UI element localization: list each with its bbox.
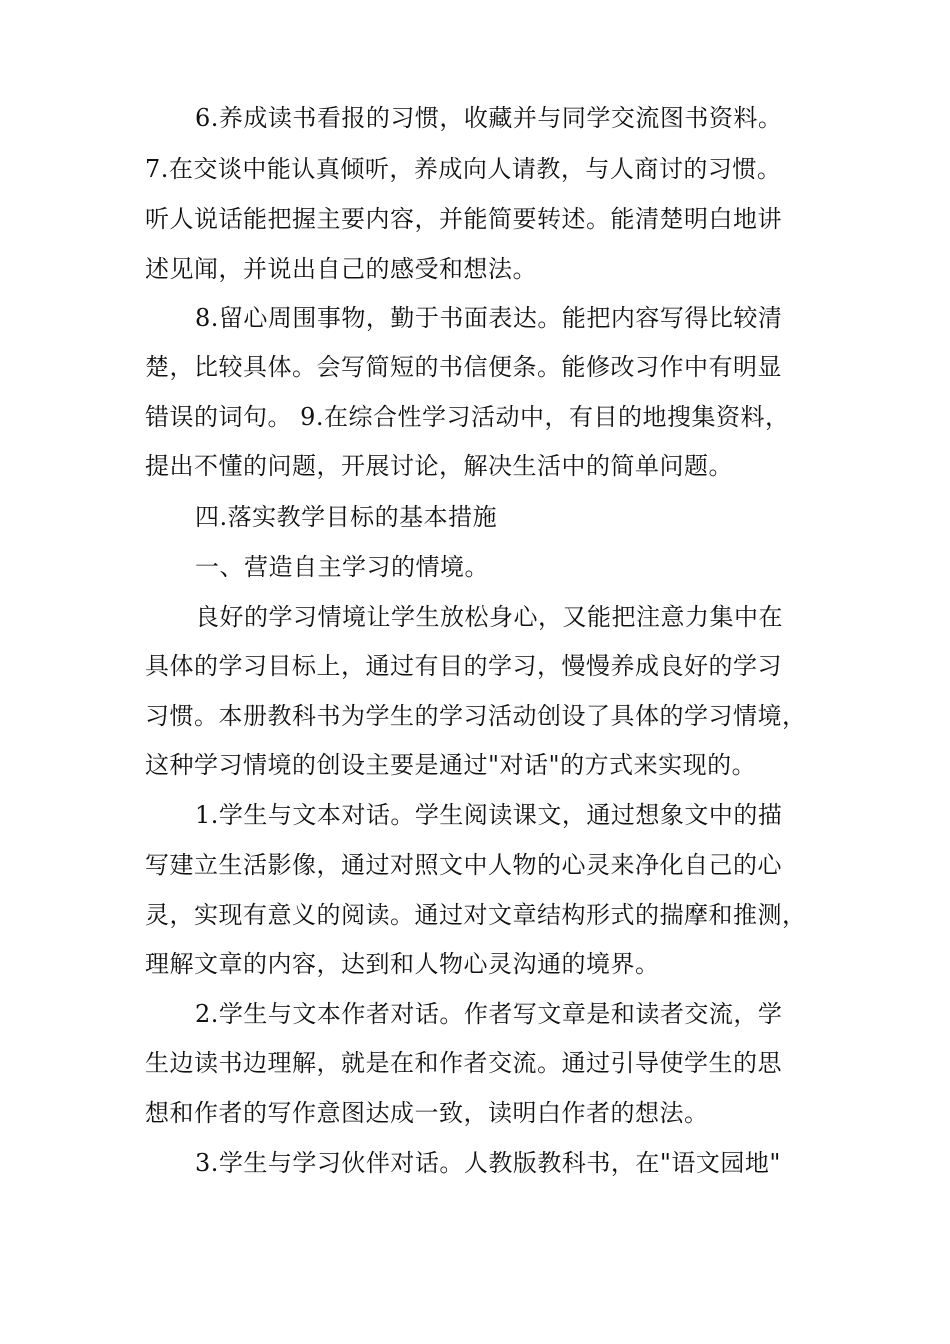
text-line: 良好的学习情境让学生放松身心，又能把注意力集中在 (195, 603, 783, 631)
text-line: 述见闻，并说出自己的感受和想法。 (145, 255, 537, 283)
text-line: 灵，实现有意义的阅读。通过对文章结构形式的揣摩和推测， (145, 901, 807, 929)
text-line: 提出不懂的问题，开展讨论，解决生活中的简单问题。 (145, 452, 733, 480)
text-line: 写建立生活影像，通过对照文中人物的心灵来净化自己的心 (145, 851, 782, 879)
text-line: 这种学习情境的创设主要是通过"对话"的方式来实现的。 (145, 751, 757, 779)
text-line: 2.学生与文本作者对话。作者写文章是和读者交流，学 (195, 1000, 783, 1028)
text-line: 8.留心周围事物，勤于书面表达。能把内容写得比较清 (195, 304, 783, 332)
text-line: 1.学生与文本对话。学生阅读课文，通过想象文中的描 (195, 801, 783, 829)
text-line: 具体的学习目标上，通过有目的学习，慢慢养成良好的学习 (145, 652, 782, 680)
section-heading: 四.落实教学目标的基本措施 (195, 503, 498, 531)
text-line: 生边读书边理解，就是在和作者交流。通过引导使学生的思 (145, 1049, 782, 1077)
text-line: 3.学生与学习伙伴对话。人教版教科书，在"语文园地" (195, 1149, 781, 1177)
text-line: 想和作者的写作意图达成一致，读明白作者的想法。 (145, 1099, 709, 1127)
text-line: 6.养成读书看报的习惯，收藏并与同学交流图书资料。 (195, 104, 783, 132)
subsection-heading: 一、营造自主学习的情境。 (195, 553, 489, 581)
text-line: 7.在交谈中能认真倾听，养成向人请教，与人商讨的习惯。 (145, 155, 782, 183)
text-line: 理解文章的内容，达到和人物心灵沟通的境界。 (145, 950, 660, 978)
text-line: 听人说话能把握主要内容，并能简要转述。能清楚明白地讲 (145, 205, 782, 233)
text-line: 错误的词句。 9.在综合性学习活动中，有目的地搜集资料， (145, 403, 790, 431)
text-line: 楚，比较具体。会写简短的书信便条。能修改习作中有明显 (145, 353, 782, 381)
text-line: 习惯。本册教科书为学生的学习活动创设了具体的学习情境， (145, 702, 807, 730)
